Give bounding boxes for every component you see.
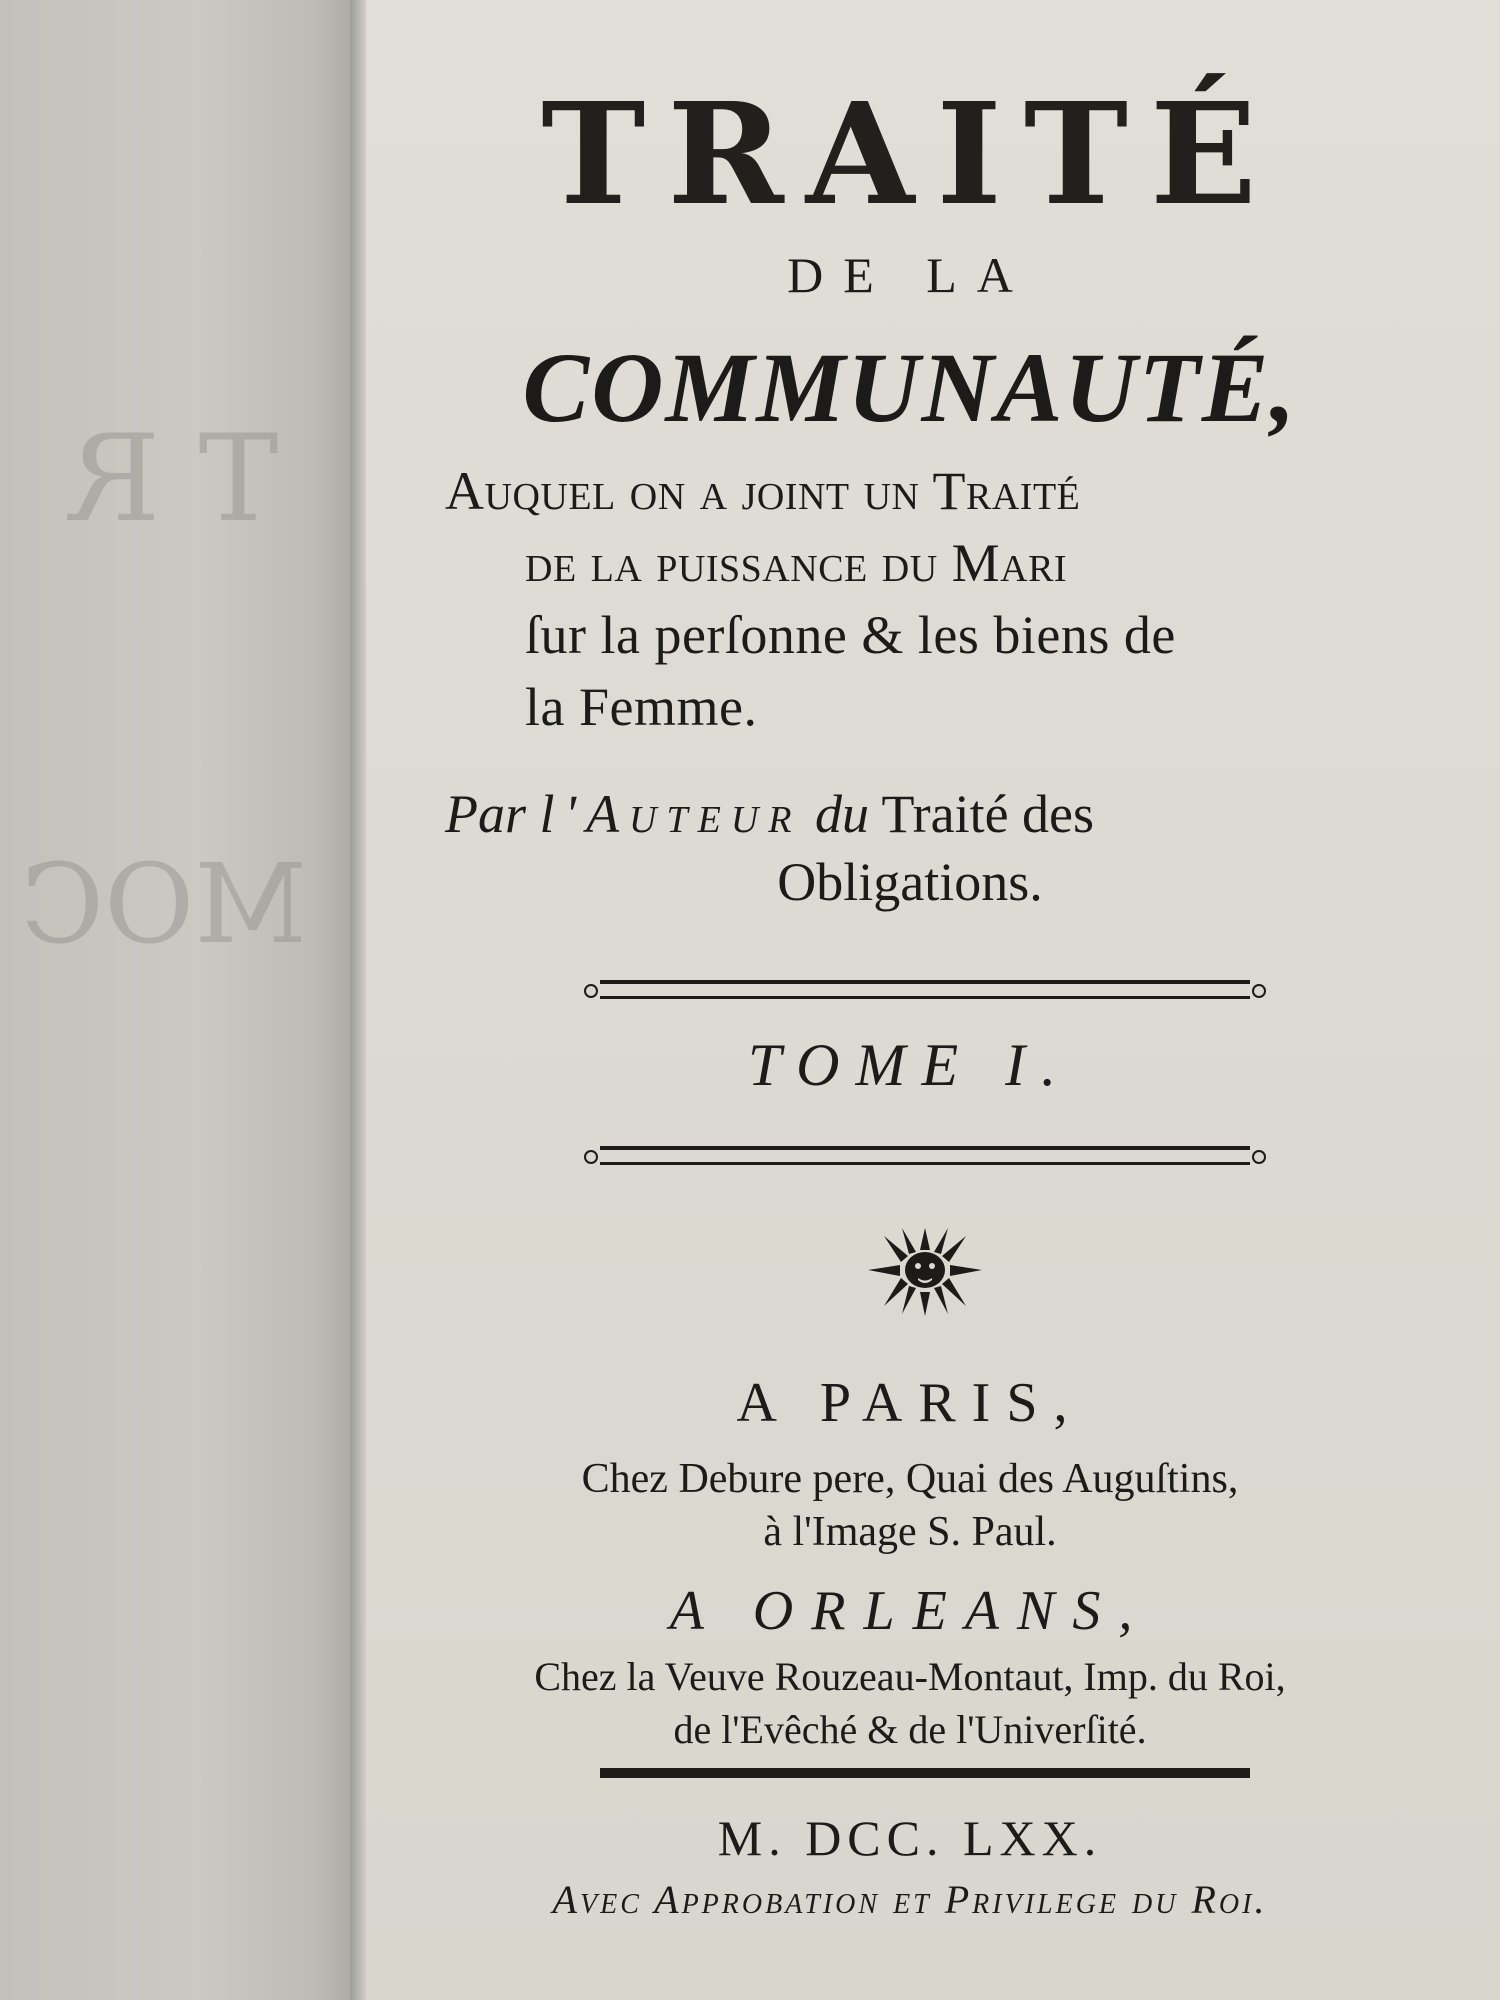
author-rest: Traité des	[881, 784, 1095, 844]
imprint-publisher-paris-2: à l'Image S. Paul.	[763, 1509, 1057, 1555]
subtitle-line-1: Auquel on a joint un Traité	[445, 461, 1081, 521]
imprint-city-orleans: A ORLEANS,	[669, 1580, 1151, 1642]
approbation-line: Avec Approbation et Privilege du Roi.	[552, 1877, 1268, 1922]
author-line-2: Obligations.	[777, 852, 1043, 912]
show-through-text-2: MOC	[20, 840, 307, 968]
imprint-publisher-paris-1: Chez Debure pere, Quai des Auguſtins,	[581, 1456, 1239, 1502]
imprint-rule	[600, 1768, 1250, 1778]
author-par: Par	[445, 784, 526, 844]
imprint-city-paris: A PARIS,	[736, 1372, 1084, 1434]
title-subject: COMMUNAUTÉ,	[522, 332, 1298, 443]
show-through-text-1: T R	[70, 410, 279, 549]
author-auteur: Auteur	[586, 784, 802, 844]
subtitle-line-2: de la puissance du Mari	[525, 533, 1068, 593]
author-line	[445, 780, 1385, 848]
volume-label: TOME I.	[747, 1032, 1073, 1098]
ornamental-rule-bottom	[600, 1146, 1250, 1165]
subtitle-line-3: ſur la perſonne & les biens de	[525, 605, 1176, 665]
sun-face-fleuron-icon	[860, 1220, 990, 1330]
imprint-publisher-orleans-1: Chez la Veuve Rouzeau-Montaut, Imp. du Roi,	[534, 1654, 1286, 1699]
book-title: TRAITÉ	[541, 73, 1279, 237]
publication-year: M. DCC. LXX.	[717, 1810, 1103, 1866]
imprint-publisher-orleans-2: de l'Evêché & de l'Univerſité.	[673, 1707, 1147, 1752]
author-l: l'	[539, 784, 587, 844]
title-de-la: DE LA	[787, 247, 1033, 303]
ornamental-rule-top	[600, 980, 1250, 999]
facing-page	[0, 0, 360, 2000]
subtitle-line-4: la Femme.	[525, 677, 758, 737]
author-du: du	[815, 784, 869, 844]
